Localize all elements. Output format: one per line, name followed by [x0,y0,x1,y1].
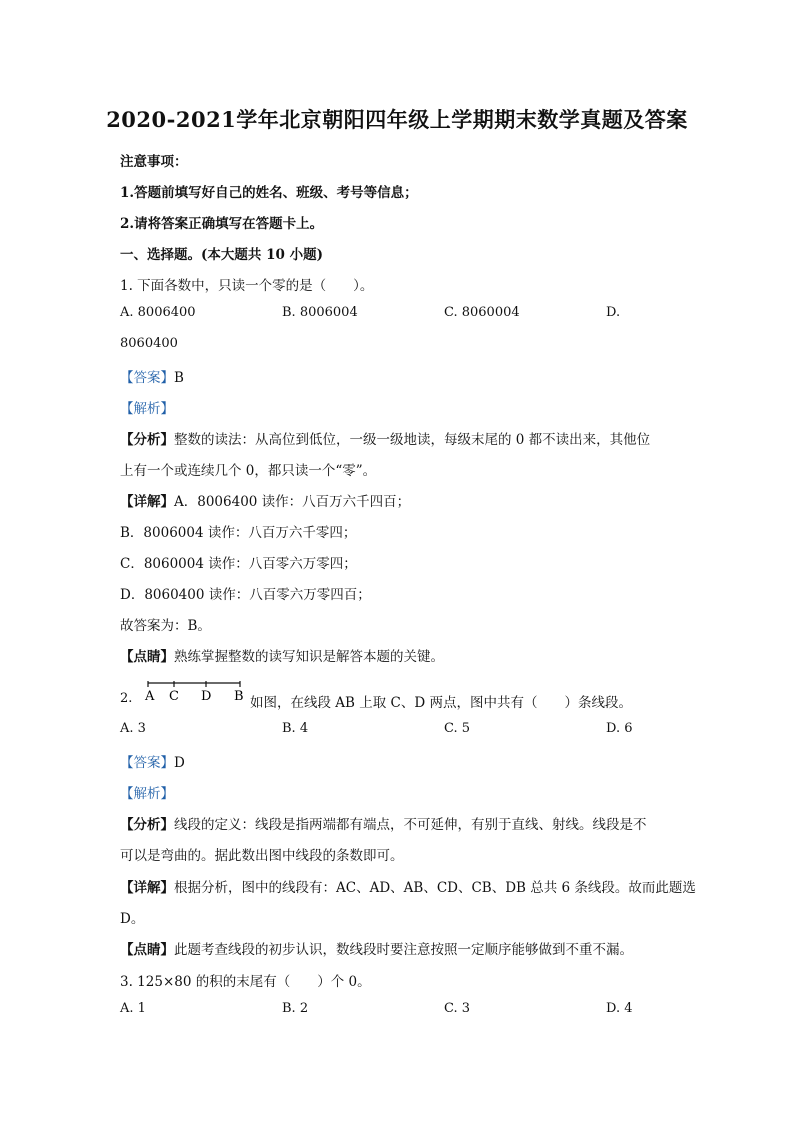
q2-xiangjie-line-1 [120,876,696,896]
q2-answer-line [120,751,185,771]
analysis-tag: 【解析】 [120,786,174,802]
q2-option-b: B. 4 [282,721,309,736]
q2-dianjing-line [120,938,633,958]
q1-dianjing-line [120,645,444,665]
q2-xiangjie-line-2: D。 [120,911,145,927]
q1-xiangjie-line-3: C．8060004 读作：八百零六万零四； [120,556,357,572]
xiangjie-tag: 【详解】 [120,494,174,510]
point-label-d: D [201,689,212,704]
q1-fenxi-text-1: 整数的读法：从高位到低位，一级一级地读，每级末尾的 0 都不读出来，其他位 [174,432,651,448]
q1-xiangjie-line-1 [120,490,410,510]
notice-heading: 注意事项： [120,154,188,170]
point-label-c: C [169,689,179,704]
q1-conclusion: 故答案为：B。 [120,618,211,634]
notice-item-1: 1.答题前填写好自己的姓名、班级、考号等信息； [120,185,418,201]
q1-option-d-value: 8060400 [120,336,178,351]
notice-item-2: 2.请将答案正确填写在答题卡上。 [120,216,324,232]
q1-option-c: C. 8060004 [444,305,520,320]
q1-answer: B [174,370,184,386]
q1-fenxi-line-1 [120,428,650,448]
dianjing-tag: 【点睛】 [120,942,174,958]
q2-option-a: A. 3 [120,721,146,736]
analysis-tag: 【解析】 [120,401,174,417]
q2-option-c: C. 5 [444,721,471,736]
q1-option-d: D. [606,305,621,320]
fenxi-tag: 【分析】 [120,817,174,833]
point-label-a: A [145,689,155,704]
q1-stem: 1. 下面各数中，只读一个零的是（ ）。 [120,278,374,294]
point-label-b: B [234,689,244,704]
q3-option-c: C. 3 [444,1001,471,1016]
q3-stem: 3. 125×80 的积的末尾有（ ）个 0。 [120,974,371,990]
q2-fenxi-text-1: 线段的定义：线段是指两端都有端点，不可延伸，有别于直线、射线。线段是不 [174,817,647,833]
fenxi-tag: 【分析】 [120,432,174,448]
answer-tag: 【答案】 [120,755,174,771]
q3-option-b: B. 2 [282,1001,309,1016]
q3-option-d: D. 4 [606,1001,633,1016]
q2-fenxi-line-1 [120,813,647,833]
q1-answer-line [120,366,184,386]
segment-diagram [140,680,250,706]
q1-xiangjie-text-1: A．8006400 读作：八百万六千四百； [174,494,411,510]
q2-xiangjie-text-1: 根据分析，图中的线段有：AC、AD、AB、CD、CB、DB 总共 6 条线段。故而此题选 [174,880,696,896]
q2-analysis-tag [120,782,174,802]
q2-option-d: D. 6 [606,721,633,736]
q2-answer: D [174,755,185,771]
segment-diagram-svg [140,680,250,708]
xiangjie-tag: 【详解】 [120,880,174,896]
q2-stem: 如图，在线段 AB 上取 C、D 两点，图中共有（ ）条线段。 [250,695,632,711]
q2-number: 2. [120,691,133,706]
q1-option-a: A. 8006400 [120,305,196,320]
q1-option-b: B. 8006004 [282,305,358,320]
q1-xiangjie-line-4: D．8060400 读作：八百零六万零四百； [120,587,371,603]
q1-xiangjie-line-2: B．8006004 读作：八百万六千零四； [120,525,357,541]
answer-tag: 【答案】 [120,370,174,386]
q2-fenxi-line-2: 可以是弯曲的。据此数出图中线段的条数即可。 [120,848,404,864]
dianjing-tag: 【点睛】 [120,649,174,665]
q1-analysis-tag [120,397,174,417]
q1-fenxi-line-2: 上有一个或连续几个 0，都只读一个“零”。 [120,463,377,479]
page-title: 2020-2021学年北京朝阳四年级上学期期末数学真题及答案 [106,107,688,132]
q2-dianjing-text: 此题考查线段的初步认识，数线段时要注意按照一定顺序能够做到不重不漏。 [174,942,633,958]
section-heading: 一、选择题。(本大题共 10 小题) [120,247,323,263]
q3-option-a: A. 1 [120,1001,146,1016]
q1-dianjing-text: 熟练掌握整数的读写知识是解答本题的关键。 [174,649,444,665]
